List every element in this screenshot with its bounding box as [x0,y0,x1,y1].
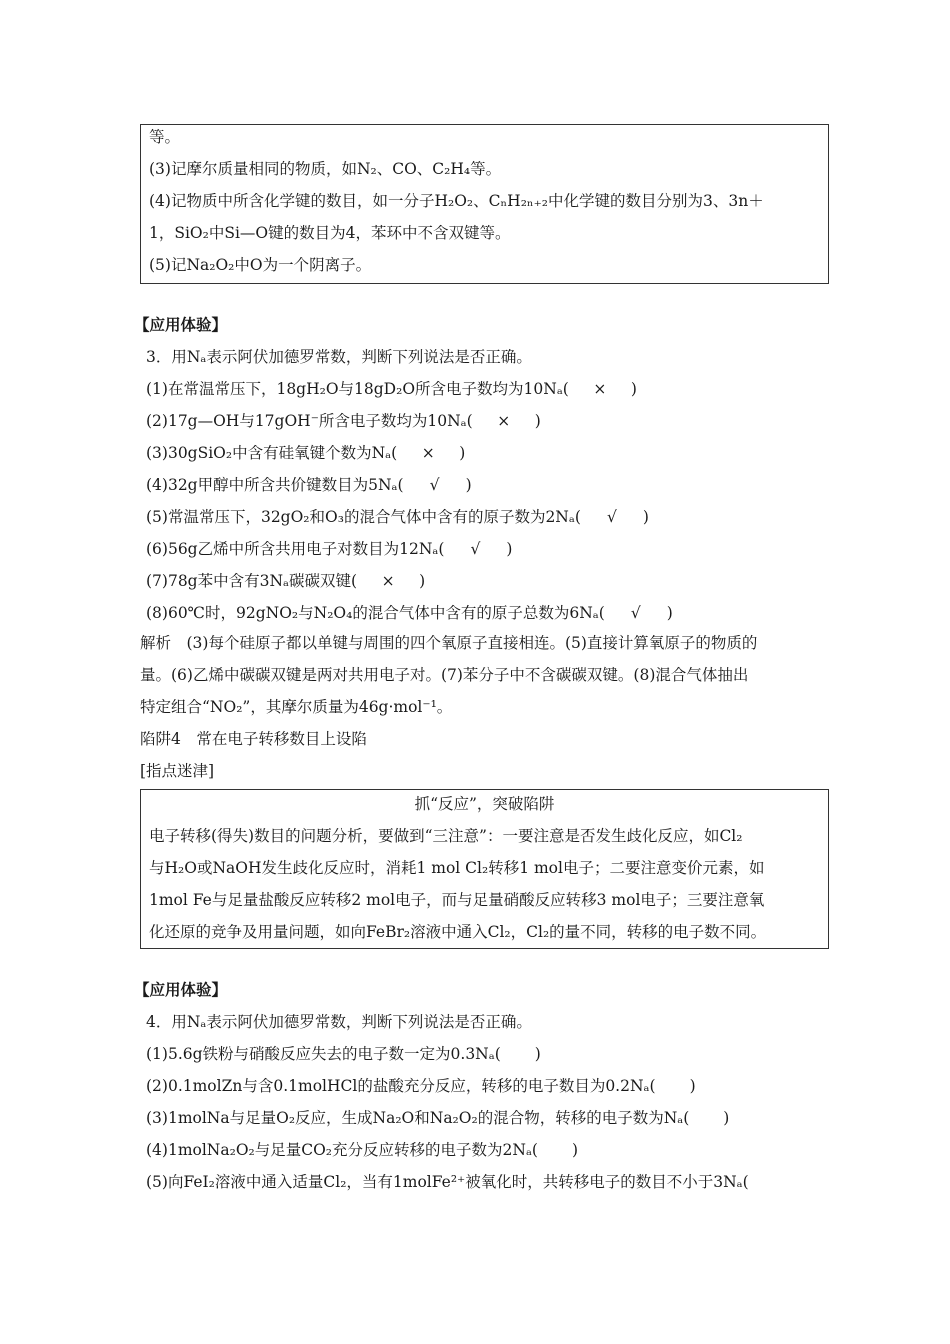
question-item [146,443,465,463]
analysis-line-1: 解析 (3)每个硅原子都以单键与周围的四个氧原子直接相连。(5)直接计算氧原子的物质的 [140,634,758,652]
item-close-paren: ) [689,1077,696,1095]
cross-mark: × [421,444,435,462]
box1-line-2: (3)记摩尔质量相同的物质，如N₂、CO、C₂H₄等。 [149,160,502,178]
question-item [146,1076,696,1096]
item-close-paren: ) [630,380,637,398]
item-close-paren: ) [465,476,472,494]
guide-label: [指点迷津] [140,762,215,780]
box1-line-5: (5)记Na₂O₂中O为一个阴离子。 [149,256,372,274]
trap4-title: 陷阱4 常在电子转移数目上设陷 [140,730,367,748]
box1-line-4: 1，SiO₂中Si—O键的数目为4，苯环中不含双键等。 [149,224,511,242]
check-mark: √ [470,540,481,558]
question-item [146,539,512,559]
check-mark: √ [606,508,617,526]
section2-question: 4．用Nₐ表示阿伏加德罗常数，判断下列说法是否正确。 [146,1013,532,1031]
box2-title: 抓“反应”，突破陷阱 [414,795,555,813]
item-text: (4)1molNa₂O₂与足量CO₂充分反应转移的电子数为2Nₐ( [146,1141,538,1159]
box2-line-4: 化还原的竞争及用量问题，如向FeBr₂溶液中通入Cl₂，Cl₂的量不同，转移的电子数不同。 [149,923,767,941]
box2-line-1: 电子转移(得失)数目的问题分析，要做到“三注意”：一要注意是否发生歧化反应，如Cl₂ [149,827,743,845]
cross-mark: × [497,412,511,430]
item-text: (5)向FeI₂溶液中通入适量Cl₂，当有1molFe²⁺被氧化时，共转移电子的数目不小于3Nₐ( [146,1173,749,1191]
item-text: (7)78g苯中含有3Nₐ碳碳双键( [146,572,358,590]
question-item [146,507,649,527]
item-text: (1)在常温常压下，18gH₂O与18gD₂O所含电子数均为10Nₐ( [146,380,569,398]
item-close-paren: ) [723,1109,730,1127]
question-item [146,1044,541,1064]
item-text: (2)0.1molZn与含0.1molHCl的盐酸充分反应，转移的电子数目为0.2Nₐ( [146,1077,656,1095]
item-text: (5)常温常压下，32gO₂和O₃的混合气体中含有的原子数为2Nₐ( [146,508,581,526]
item-close-paren: ) [506,540,513,558]
item-text: (2)17g—OH与17gOH⁻所含电子数均为10Nₐ( [146,412,473,430]
question-item [146,475,472,495]
item-close-paren: ) [571,1141,579,1159]
item-text: (8)60℃时，92gNO₂与N₂O₄的混合气体中含有的原子总数为6Nₐ( [146,604,605,622]
check-mark: √ [429,476,440,494]
trap-guide-box [140,789,829,949]
item-close-paren: ) [459,444,466,462]
question-item [146,411,541,431]
item-text: (3)30gSiO₂中含有硅氧键个数为Nₐ( [146,444,398,462]
item-close-paren: ) [666,604,673,622]
question-item [146,603,673,623]
question-item [146,379,637,399]
question-item [146,571,425,591]
box2-line-3: 1mol Fe与足量盐酸反应转移2 mol电子，而与足量硝酸反应转移3 mol电子；三要注意氧 [149,891,765,909]
item-text: (6)56g乙烯中所含共用电子对数目为12Nₐ( [146,540,445,558]
analysis-line-2: 量。(6)乙烯中碳碳双键是两对共用电子对。(7)苯分子中不含碳碳双键。(8)混合气体抽出 [140,666,749,684]
item-text: (1)5.6g铁粉与硝酸反应失去的电子数一定为0.3Nₐ( [146,1045,501,1063]
item-text: (3)1molNa与足量O₂反应，生成Na₂O和Na₂O₂的混合物，转移的电子数为Nₐ( [146,1109,690,1127]
section1-heading: 【应用体验】 [134,315,228,334]
item-text: (4)32g甲醇中所含共价键数目为5Nₐ( [146,476,404,494]
item-close-paren: ) [419,572,426,590]
question-item [146,1108,729,1128]
section1-question: 3．用Nₐ表示阿伏加德罗常数，判断下列说法是否正确。 [146,348,532,366]
item-close-paren: ) [642,508,649,526]
question-item [146,1172,749,1192]
check-mark: √ [630,604,641,622]
cross-mark: × [593,380,607,398]
box1-line-1: 等。 [149,128,181,146]
memory-tips-box [140,124,829,284]
cross-mark: × [381,572,395,590]
item-close-paren: ) [534,412,541,430]
box2-line-2: 与H₂O或NaOH发生歧化反应时，消耗1 mol Cl₂转移1 mol电子；二要注意变价元素，如 [149,859,765,877]
analysis-line-3: 特定组合“NO₂”，其摩尔质量为46g·mol⁻¹。 [140,698,453,716]
item-close-paren: ) [534,1045,541,1063]
section2-heading: 【应用体验】 [134,980,228,999]
box1-line-3: (4)记物质中所含化学键的数目，如一分子H₂O₂、CₙH₂ₙ₊₂中化学键的数目分别为3、3n＋ [149,192,764,210]
question-item [146,1140,578,1160]
